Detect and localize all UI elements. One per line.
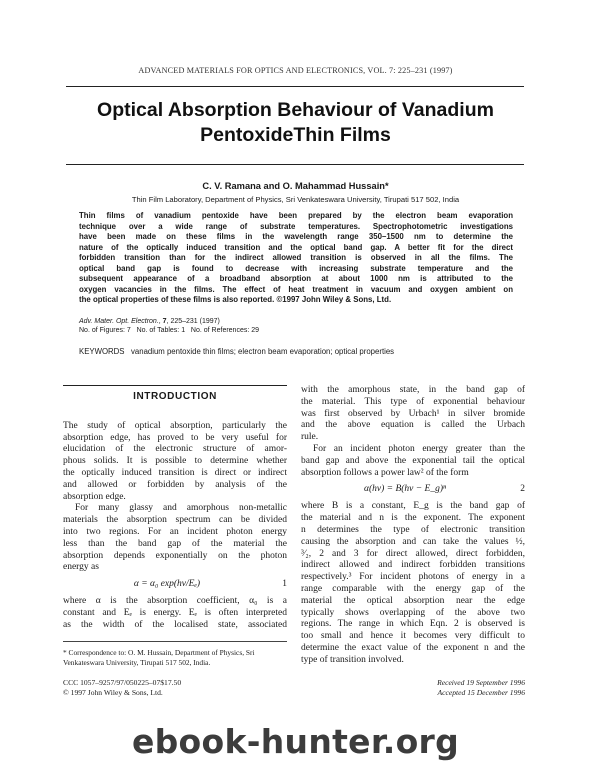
received-line: Received 19 September 1996 [437,678,525,687]
abstract-line: Thin films of vanadium pentoxide have been prepared by the electron beam evaporation [79,211,513,220]
body-line: elucidation of the electronic structure of amor- [63,444,287,455]
body-line: indirect allowed and indirect forbidden transitions [301,560,525,571]
copyright-block [63,678,181,697]
abstract-line: forbidden transition than for the indirect allowed transition is observed in all the films. The [79,253,513,263]
body-line: regions. The range in which Eqn. 2 is observed is [301,619,525,630]
title-line-2: PentoxideThin Films [200,124,391,146]
body-line: phous solids. It is possible to determine whether [63,456,287,467]
equation-2 [301,479,525,501]
abstract-line: have been made on these films in the wavelength range 350–1500 nm to determine the [79,232,513,242]
abstract-line: nature of the optically induced transition and the optical band gap. A better fit for the direct [79,242,513,252]
footnote: * Correspondence to: O. M. Hussain, Department of Physics, Sri Venkateswara University, Tirupati 517 502, India. [63,641,287,667]
accepted-line: Accepted 15 December 1996 [437,687,525,697]
abstract-line: subsequent appearance of a broadband absorption at about 1000 nm is attributed to the [79,274,513,284]
column-left [63,385,287,632]
body-line: energy as [63,562,99,573]
body-line: the optically induced transition is direct or indirect [63,467,287,478]
equation-1-body: α = α₀ exp(hν/Eₑ) [133,579,201,590]
citation-pages: , 225–231 (1997) [166,318,220,325]
body-line: was first observed by Urbach¹ in silver bromide [301,408,525,419]
body-line: where B is a constant, E_g is the band gap of [301,501,525,512]
body-line: For an incident photon energy greater than the [313,443,525,454]
body-line: ³⁄₂, 2 and 3 for direct allowed, direct forbidden, [301,548,525,559]
equation-1-number: 1 [282,579,287,590]
citation-journal: Adv. Mater. Opt. Electron. [79,318,159,325]
body-line: For many glassy and amorphous non-metallic [75,503,287,514]
copyright-line: © 1997 John Wiley & Sons, Ltd. [63,687,163,697]
body-line: band gap and above the exponential tail the optical [301,455,525,466]
equation-2-number: 2 [520,484,525,495]
top-rule [66,86,524,87]
abstract-line: technique over a wide range of substrate temperatures. Spectrophotometric investigations [79,221,513,231]
citation-volume: 7 [162,318,167,325]
watermark-logo: ebook-hunter.org [131,722,460,761]
body-line: absorption depends exponentially on the photon [63,550,287,561]
affiliation: Thin Film Laboratory, Department of Physics, Sri Venkateswara University, Tirupati 517 502, India [131,195,460,204]
citation-counts: No. of Figures: 7 No. of Tables: 1 No. of References: 29 [79,327,260,335]
body-line: materials the absorption spectrum can be divided [63,515,287,526]
ccc-line: CCC 1057–9257/97/050225–07$17.50 [63,678,182,687]
body-line: with the amorphous state, in the band gap of [301,385,525,395]
body-line: n determines the type of electronic transition [301,524,525,535]
body-line: and allowed or forbidden by analysis of the [63,479,287,490]
body-line: rule. [301,432,319,443]
body-line: into two regions. For an incident photon energy [63,526,287,537]
paper-title [60,98,531,148]
body-line: the material. This type of exponential behaviour [301,396,525,407]
abstract-line: the optical properties of these films is also reported. ©1997 John Wiley & Sons, Ltd. [79,295,392,305]
column-right [301,385,525,667]
equation-1 [63,574,287,596]
citation-block [79,317,259,336]
body-line: too small and hence it becomes very difficult to [301,631,525,642]
keywords-text: vanadium pentoxide thin films; electron beam evaporation; optical properties [131,347,395,356]
body-line: The study of optical absorption, particularly the [63,420,287,431]
body-line: determine the exact value of the exponent n and the [301,642,525,653]
journal-header: ADVANCED MATERIALS FOR OPTICS AND ELECTRONICS, VOL. 7: 225–231 (1997) [138,66,453,75]
equation-2-body: α(hν) = B(hν − E_g)ⁿ [364,484,446,495]
body-line: as the width of the localised state, associated [63,619,287,630]
title-line-1: Optical Absorption Behaviour of Vanadium [97,99,494,121]
body-line: typically shows overlapping of the above two [301,607,525,618]
body-line: range comparable with the energy gap of the [301,583,525,594]
body-line: absorption edge. [63,491,126,502]
authors: C. V. Ramana and O. Mahammad Hussain* [202,181,389,191]
body-line: the material and n is the exponent. The exponent [301,513,525,524]
body-line: where α is the absorption coefficient, α₀ is a [63,596,287,607]
received-dates [301,678,525,697]
section-heading-introduction: INTRODUCTION [63,385,287,407]
title-rule [66,164,524,165]
body-line: less than the band gap of the material the [63,538,287,549]
body-line: respectively.³ For incident photons of energy in a [301,572,525,583]
abstract-line: optical band gap is found to decrease with increasing substrate temperature and the [79,263,513,273]
citation-ref: Adv. Mater. Opt. Electron., 7, 225–231 (1997) [79,318,220,325]
body-line: type of transition involved. [301,654,404,665]
body-line: absorption follows a power law² of the form [301,467,469,478]
keywords [79,347,394,356]
keywords-label: KEYWORDS [79,347,125,356]
body-line: causing the absorption and can take the values ½, [301,536,525,547]
body-line: material the optical absorption near the edge [301,595,525,606]
body-line: and the above equation is called the Urbach [301,420,525,431]
abstract [79,211,513,306]
body-line: constant and Eₑ is energy. Eₑ is often interpreted [63,607,287,618]
body-line: absorption edge, has proved to be very useful for [63,432,287,443]
abstract-line: oxygen vacancies in the films. The effect of heat treatment in vacuum and oxygen ambient on [79,284,513,294]
